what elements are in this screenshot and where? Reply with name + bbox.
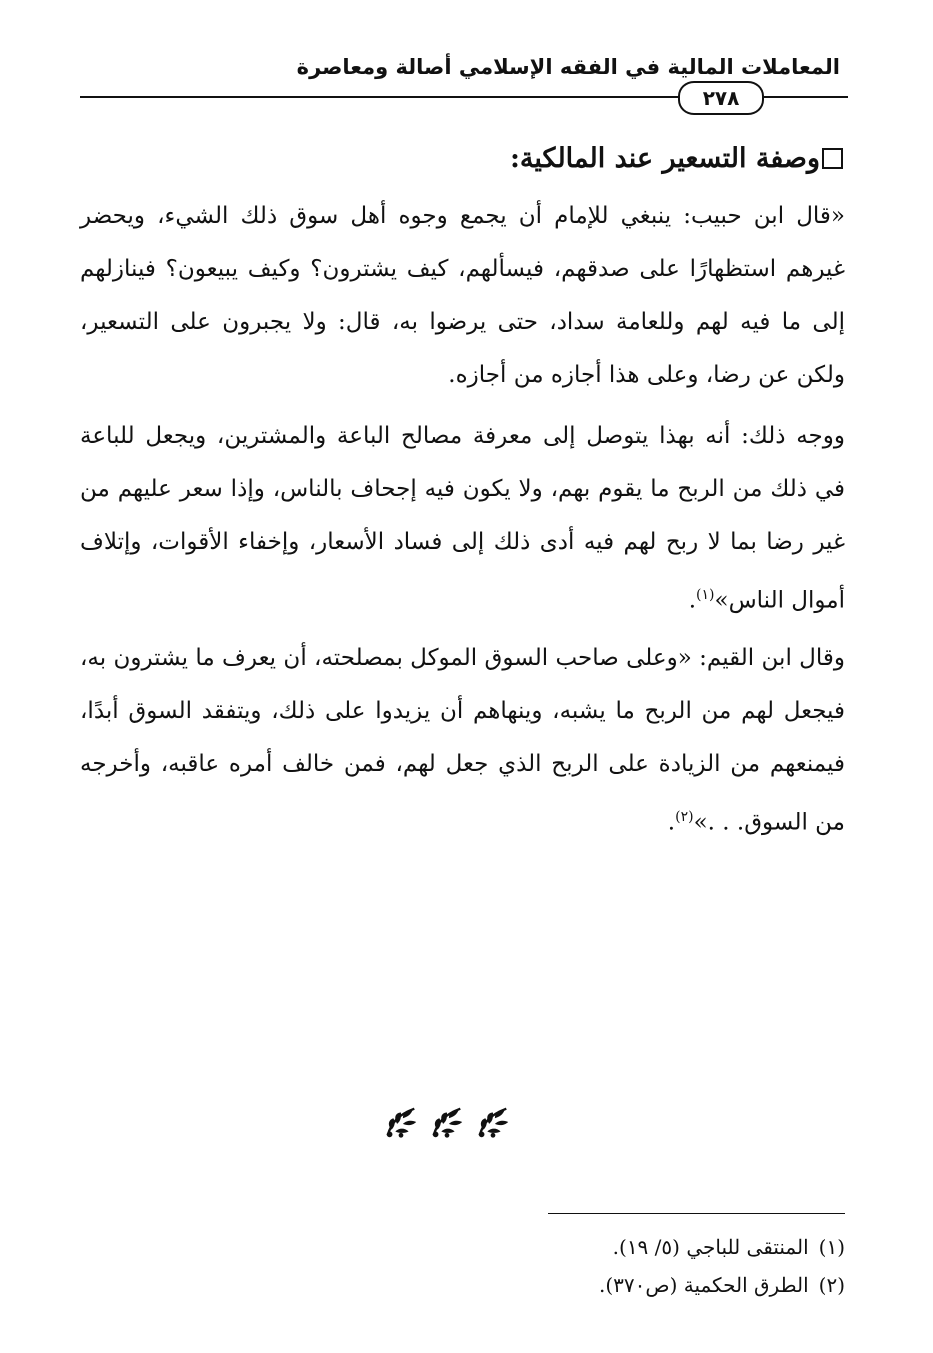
footnote-number: (٢) (818, 1273, 845, 1297)
section-heading: وصفة التسعير عند المالكية: (509, 143, 820, 174)
page-number: ٢٧٨ (678, 81, 764, 115)
sentence-end: . (688, 587, 697, 614)
running-header: المعاملات المالية في الفقه الإسلامي أصالة ومعاصرة (296, 55, 840, 79)
floral-ornament-icon (428, 1103, 466, 1141)
ornament-divider (382, 1103, 512, 1143)
paragraph (80, 410, 845, 628)
sentence-end: . (667, 809, 676, 836)
footnote-ref: (١) (696, 587, 715, 603)
footnote-text: المنتقى للباجي (٥/ ١٩). (612, 1235, 809, 1259)
square-bullet-icon (822, 148, 843, 169)
paragraph-text: ووجه ذلك: أنه بهذا يتوصل إلى معرفة مصالح الباعة والمشترين، ويجعل للباعة في ذلك من الربح ما يقوم بهم، ولا يكون فيه إجحاف بالناس، وإذا سعر عليهم من غير رضا بما لا ربح لهم فيه أدى ذلك إلى فساد الأسعار، وإخفاء الأقوات، وإتلاف أموال الناس» (80, 423, 845, 614)
paragraph-text: وقال ابن القيم: «وعلى صاحب السوق الموكل بمصلحته، أن يعرف ما يشترون به، فيجعل لهم من الربح ما يشبه، وينهاهم أن يزيدوا على ذلك، ويتفقد السوق أبدًا، فيمنعهم من الزيادة على الربح الذي جعل لهم، فمن خالف أمره عاقبه، وأخرجه من السوق. . .» (80, 645, 845, 836)
floral-ornament-icon (382, 1103, 420, 1141)
footnote-text: الطرق الحكمية (ص٣٧٠). (598, 1273, 809, 1297)
footnote-ref: (٢) (675, 809, 694, 825)
floral-ornament-icon (474, 1103, 512, 1141)
paragraph (80, 190, 845, 402)
footnote-1 (400, 1228, 845, 1266)
footnote-number: (١) (818, 1235, 845, 1259)
footnote-rule (548, 1213, 845, 1214)
footnote-2 (400, 1266, 845, 1304)
footnotes (400, 1228, 845, 1304)
paragraph-text: «قال ابن حبيب: ينبغي للإمام أن يجمع وجوه أهل سوق ذلك الشيء، ويحضر غيرهم استظهارًا على صدقهم، فيسألهم، كيف يشترون؟ وكيف يبيعون؟ فينازلهم إلى ما فيه لهم وللعامة سداد، حتى يرضوا به، قال: ولا يجبرون على التسعير، ولكن عن رضا، وعلى هذا أجازه من أجازه. (80, 203, 845, 388)
paragraph (80, 632, 845, 850)
